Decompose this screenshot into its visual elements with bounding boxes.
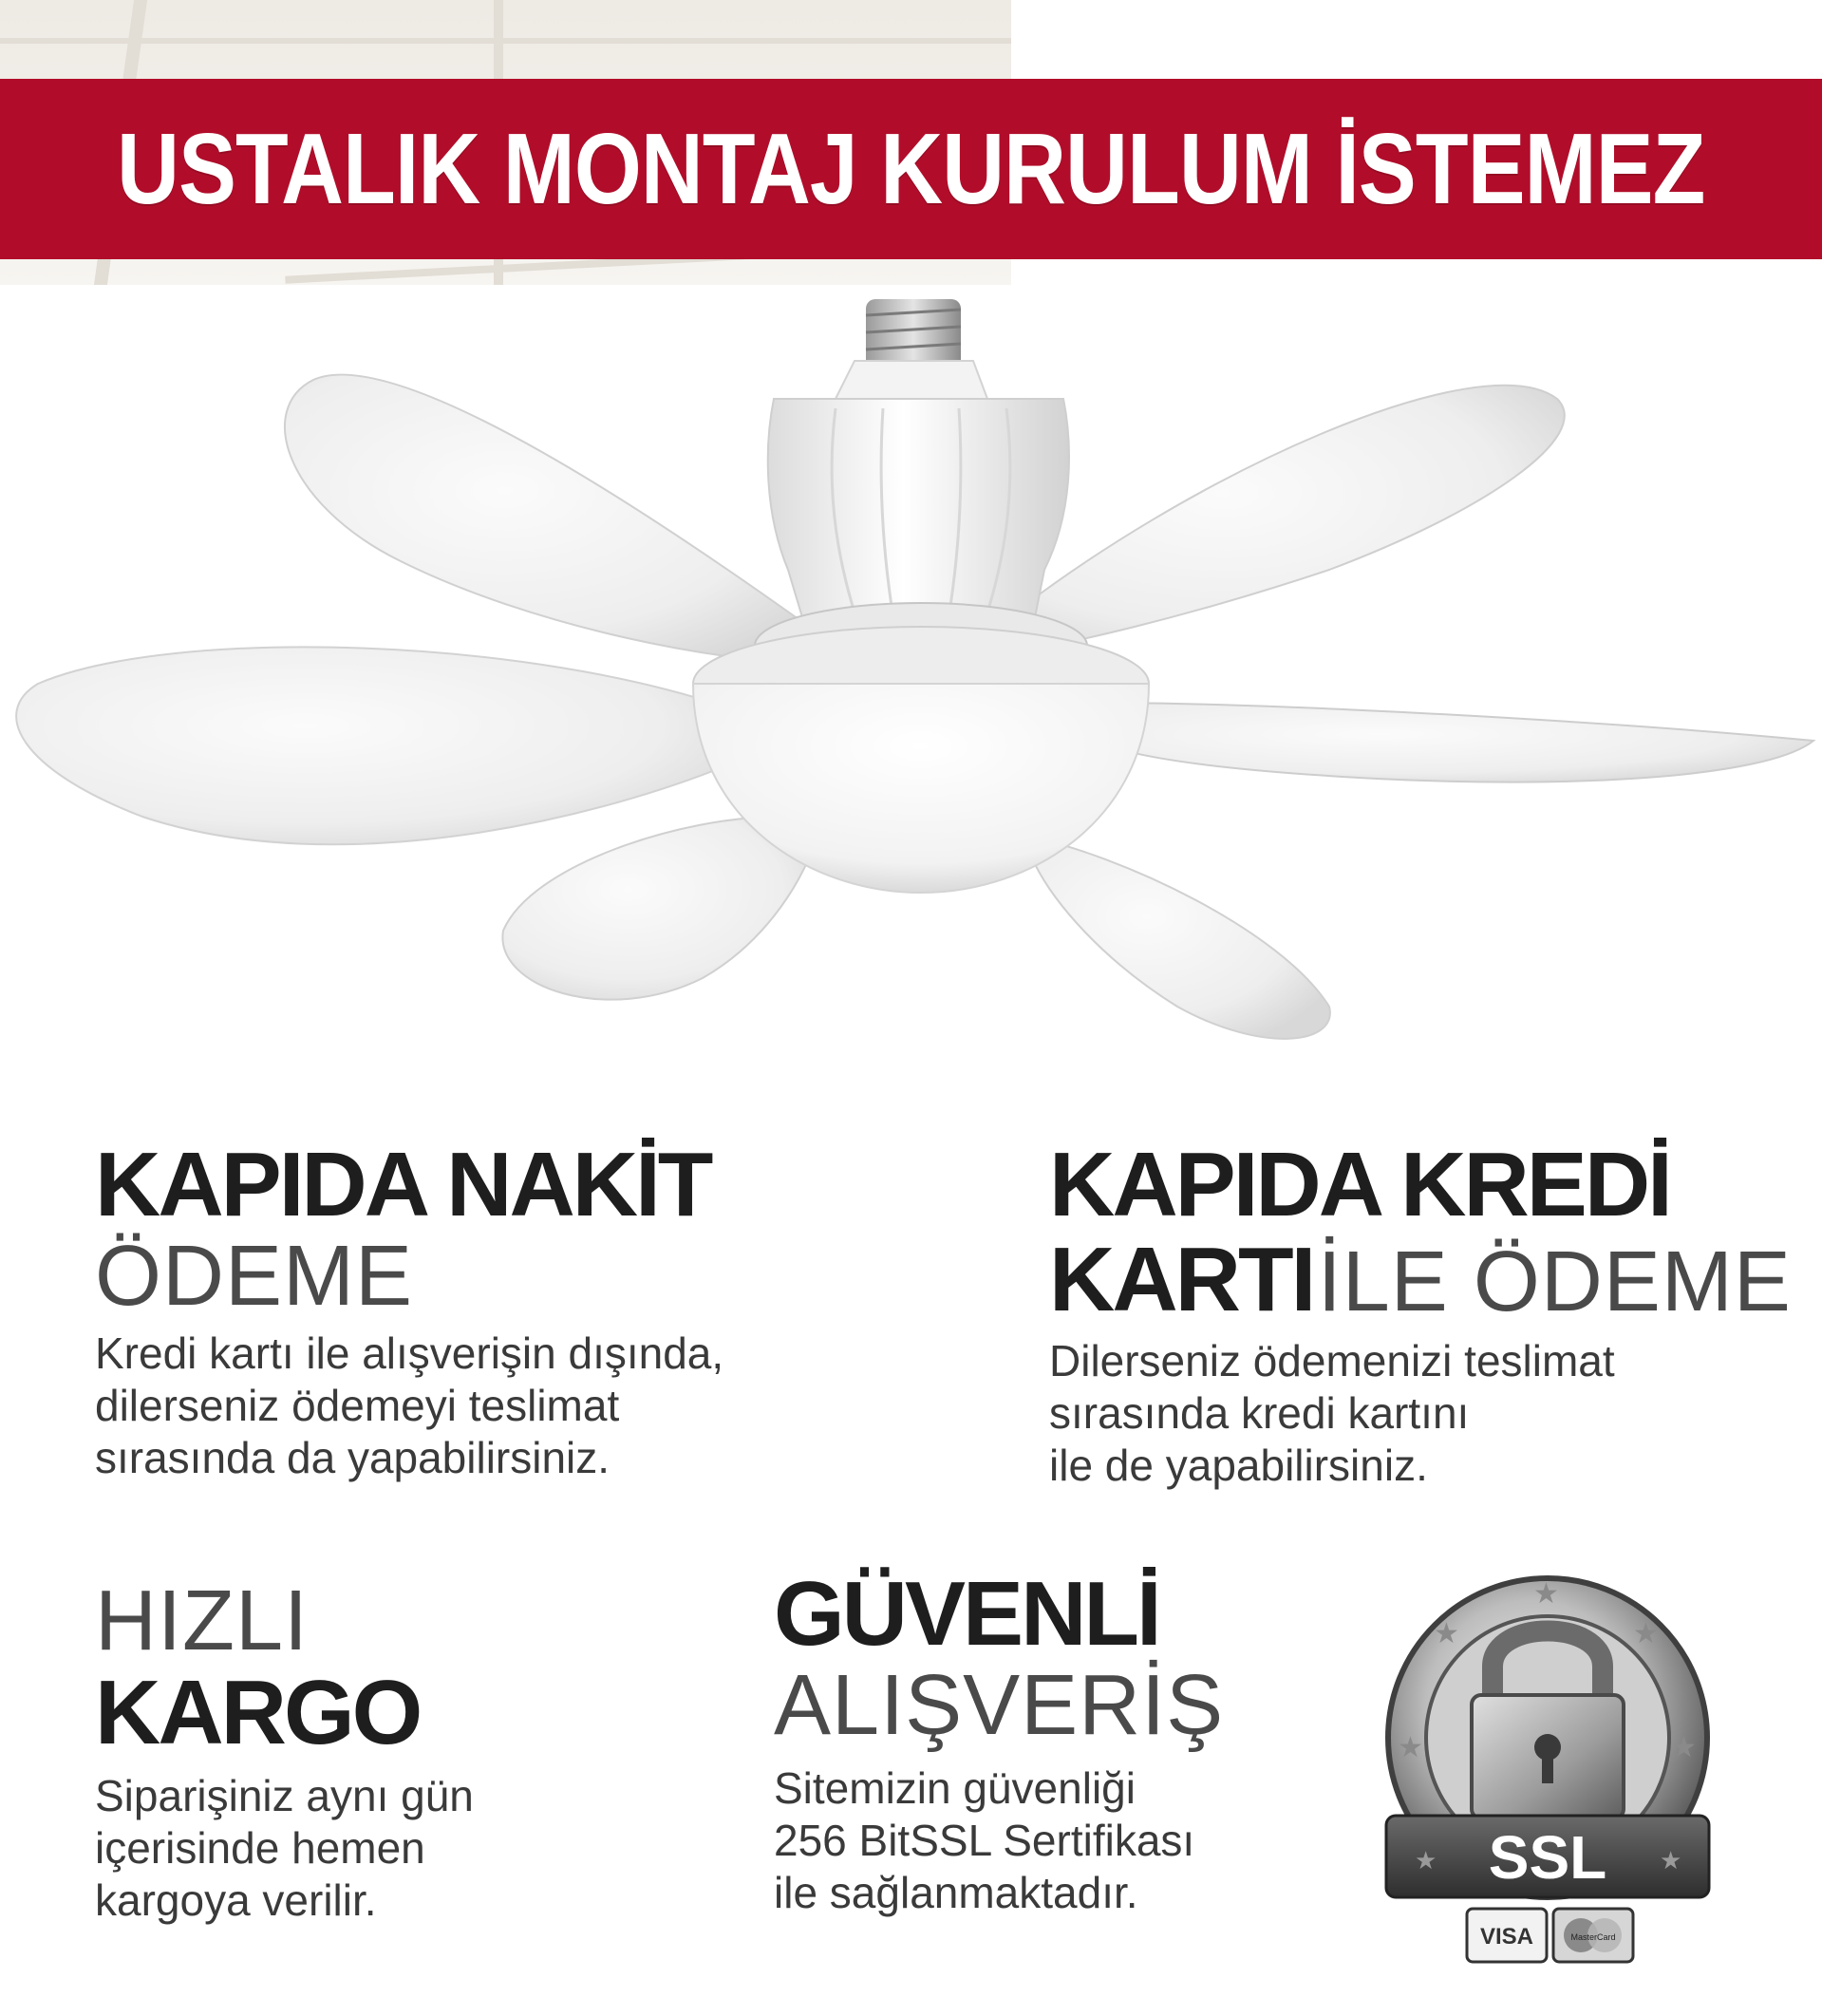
card-title-line2: KARTI İLE ÖDEME: [1049, 1229, 1792, 1330]
svg-text:★: ★: [1434, 1617, 1459, 1650]
ssl-label: SSL: [1488, 1823, 1607, 1892]
cash-subtitle: ÖDEME: [95, 1229, 414, 1324]
svg-text:★: ★: [1671, 1731, 1697, 1764]
ceiling-fan-image: [0, 285, 1822, 1054]
shipping-title-bold: KARGO: [95, 1662, 421, 1763]
cash-title: KAPIDA NAKİT: [95, 1134, 711, 1235]
card-title: KAPIDA KREDİ: [1049, 1134, 1670, 1235]
banner-title: USTALIK MONTAJ KURULUM İSTEMEZ: [117, 112, 1705, 225]
feature-cash-on-delivery: [95, 1134, 724, 1484]
feature-fast-shipping: [95, 1573, 474, 1927]
visa-logo: VISA: [1479, 1924, 1534, 1950]
cash-description: Kredi kartı ile alışverişin dışında, dilerseniz ödemeyi teslimat sırasında da yapabilirsiniz.: [95, 1328, 724, 1482]
card-description: Dilerseniz ödemenizi teslimat sırasında kredi kartını ile de yapabilirsiniz.: [1049, 1336, 1615, 1490]
ssl-badge: [1377, 1567, 1719, 1985]
shipping-title-light: HIZLI: [95, 1573, 310, 1668]
header-banner: [0, 79, 1822, 259]
mastercard-logo: MasterCard: [1570, 1932, 1616, 1942]
svg-text:★: ★: [1660, 1847, 1682, 1875]
svg-text:★: ★: [1533, 1577, 1559, 1611]
secure-title-bold: GÜVENLİ: [774, 1563, 1159, 1665]
shipping-description: Siparişiniz aynı gün içerisinde hemen kargoya verilir.: [95, 1771, 474, 1925]
svg-text:★: ★: [1415, 1847, 1437, 1875]
secure-title-light: ALIŞVERİŞ: [774, 1658, 1225, 1753]
feature-card-on-delivery: [1049, 1134, 1792, 1492]
svg-text:★: ★: [1398, 1731, 1423, 1764]
feature-secure-shopping: [774, 1563, 1225, 1919]
svg-text:★: ★: [1633, 1617, 1659, 1650]
secure-description: Sitemizin güvenliği 256 BitSSL Sertifikası ile sağlanmaktadır.: [774, 1763, 1195, 1917]
